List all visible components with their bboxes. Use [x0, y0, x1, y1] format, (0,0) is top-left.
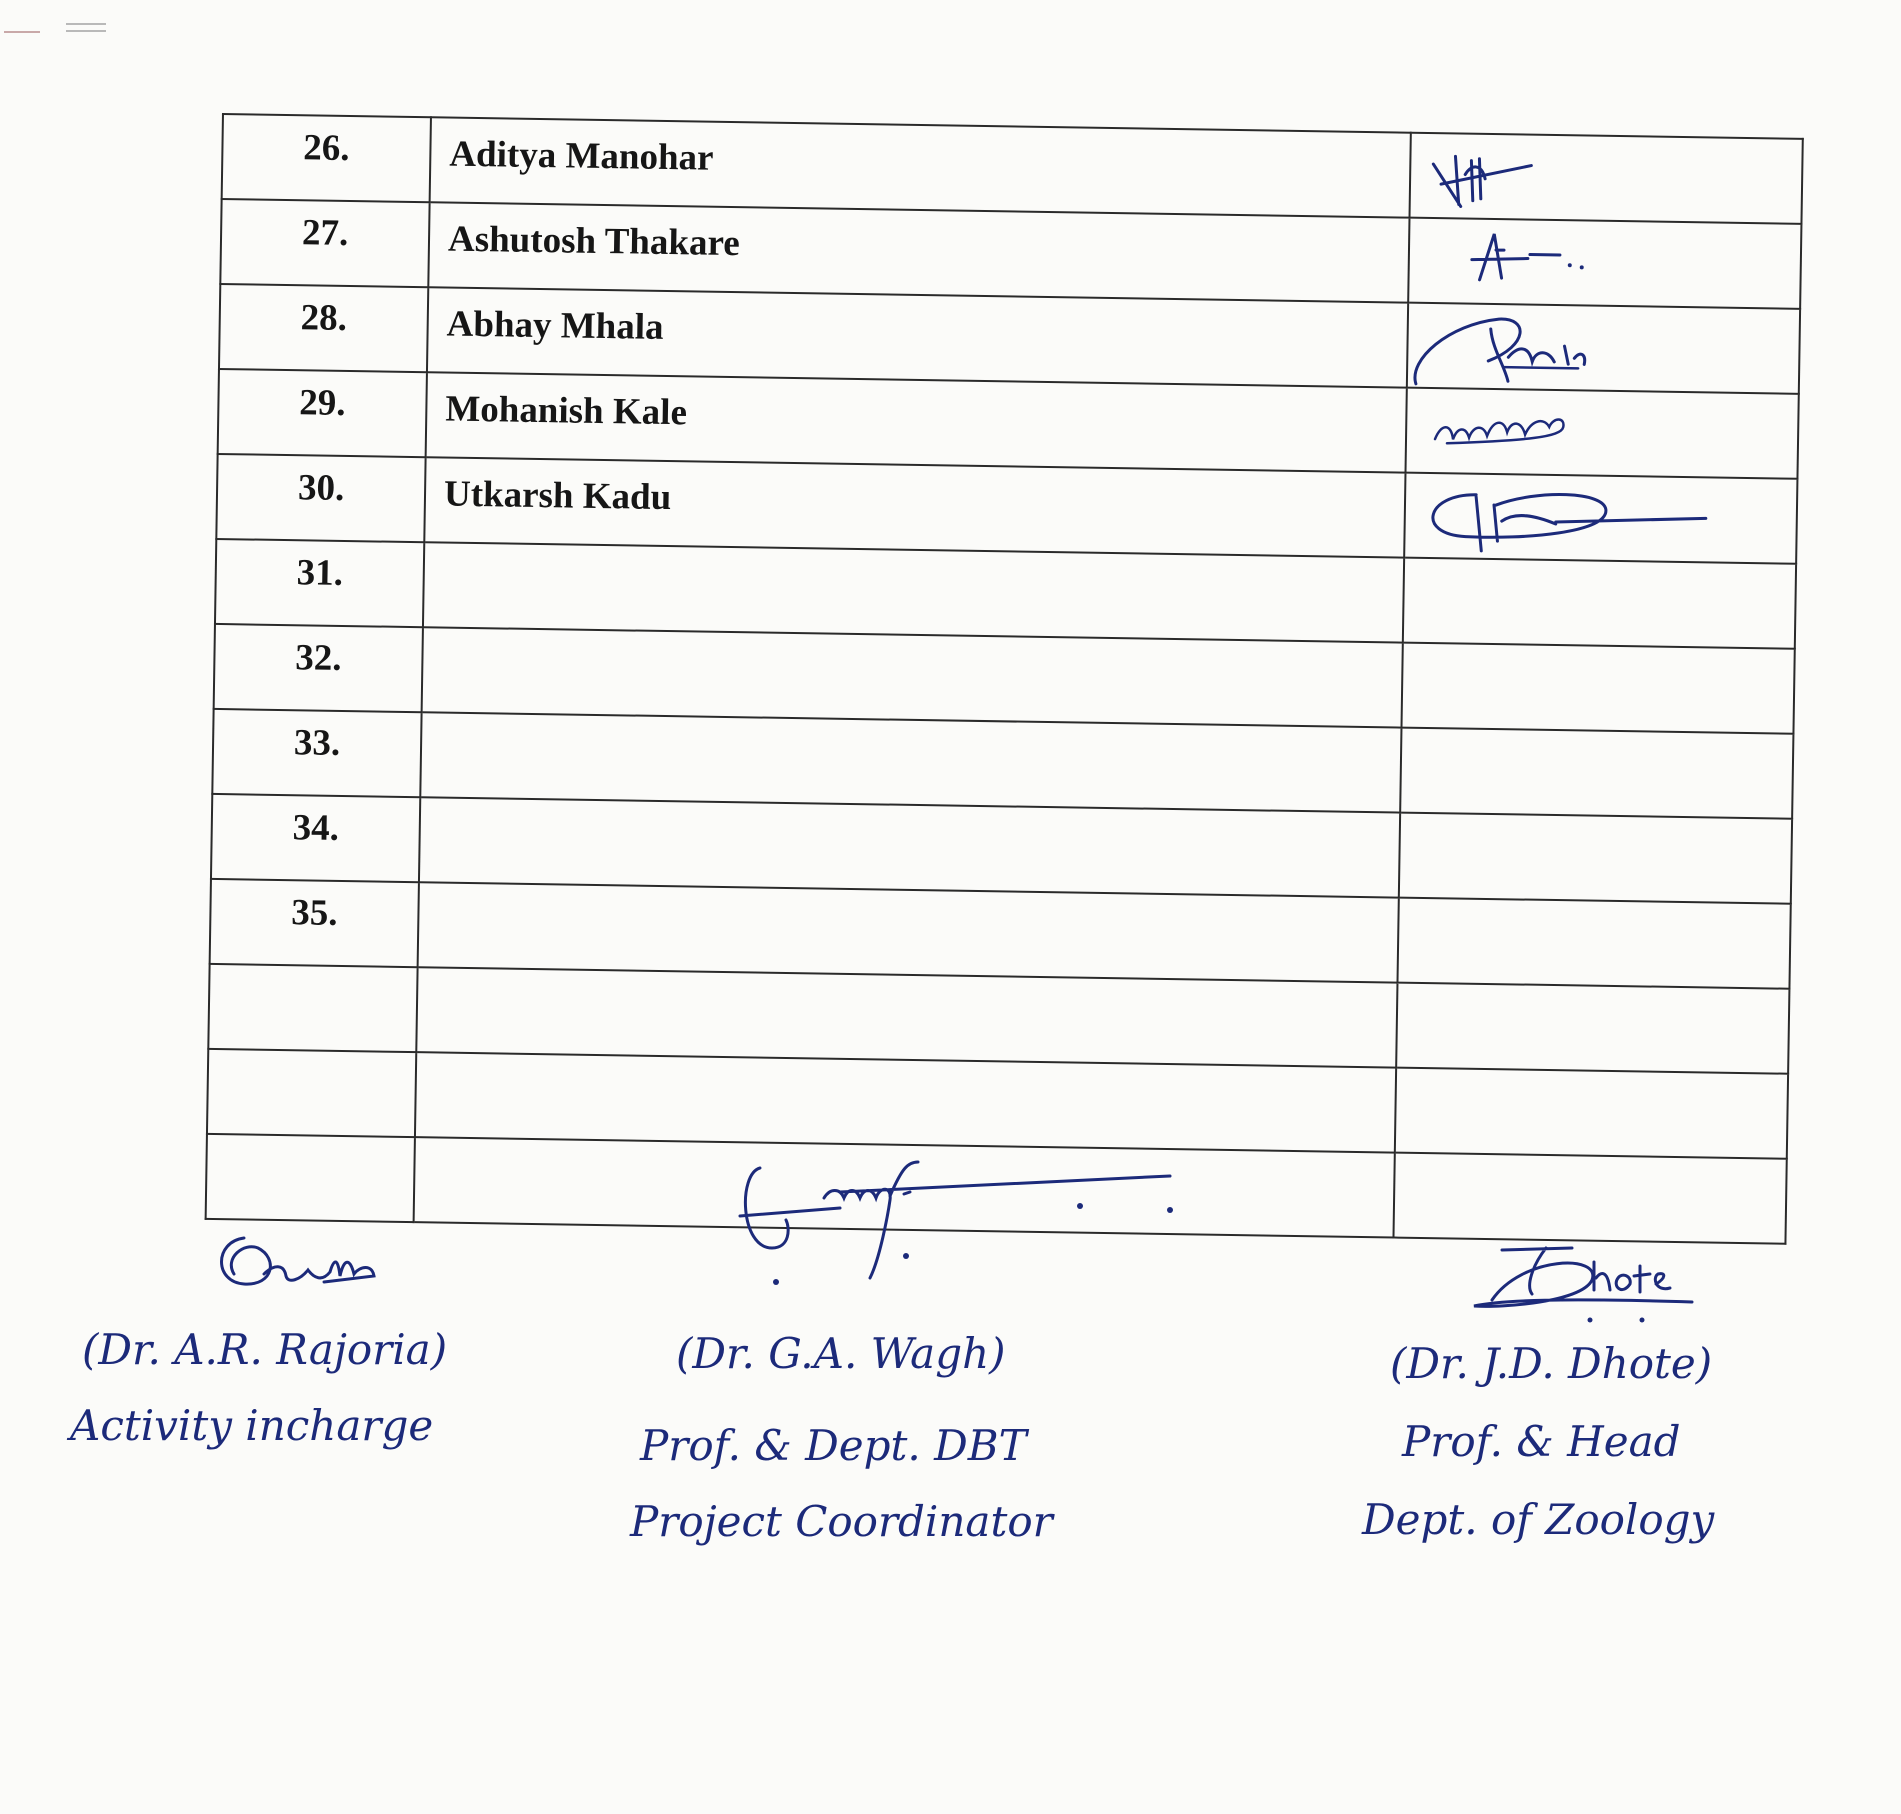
student-name-cell	[418, 882, 1399, 982]
serial-number-cell: 35.	[210, 879, 419, 967]
signature-cell	[1400, 728, 1793, 819]
signatory-name: (Dr. J.D. Dhote)	[1390, 1339, 1713, 1388]
signature-cell	[1396, 983, 1789, 1074]
serial-number-cell: 31.	[215, 539, 424, 627]
signatory-designation: Prof. & Head	[1402, 1417, 1681, 1466]
signature-wagh	[720, 1148, 1180, 1298]
student-name-cell	[415, 1052, 1396, 1152]
student-signature-5	[1405, 474, 1706, 569]
student-name-cell: Abhay Mhala	[427, 287, 1408, 387]
signature-cell	[1395, 1068, 1788, 1159]
serial-number-cell	[207, 1049, 416, 1137]
student-signature-3	[1408, 304, 1639, 398]
signature-cell	[1410, 133, 1803, 224]
student-name-cell	[416, 967, 1397, 1067]
serial-number-cell: 29.	[218, 369, 427, 457]
signature-cell	[1404, 473, 1797, 564]
serial-number-cell: 30.	[216, 454, 425, 542]
student-name-cell	[422, 627, 1403, 727]
signature-dhote	[1462, 1236, 1702, 1326]
serial-number-cell	[208, 964, 417, 1052]
signature-cell	[1405, 388, 1798, 479]
signature-cell	[1399, 813, 1792, 904]
student-name-cell: Ashutosh Thakare	[428, 202, 1409, 302]
signature-cell	[1408, 218, 1801, 309]
signature-cell	[1397, 898, 1790, 989]
signatory-name: (Dr. G.A. Wagh)	[676, 1329, 1006, 1378]
signature-cell	[1403, 558, 1796, 649]
serial-number-cell: 27.	[220, 199, 429, 287]
scan-corner-mark	[0, 18, 110, 42]
serial-number-cell: 34.	[211, 794, 420, 882]
serial-number-cell: 26.	[222, 114, 431, 202]
serial-number-cell	[206, 1134, 415, 1222]
signatory-designation: Dept. of Zoology	[1362, 1495, 1715, 1544]
signatory-designation: Project Coordinator	[630, 1497, 1053, 1546]
student-name-cell	[419, 797, 1400, 897]
signatory-name: (Dr. A.R. Rajoria)	[82, 1325, 448, 1374]
signatory-designation: Prof. & Dept. DBT	[640, 1421, 1027, 1470]
serial-number-cell: 32.	[214, 624, 423, 712]
student-signature-1	[1411, 134, 1612, 217]
student-name-cell	[420, 712, 1401, 812]
signature-cell	[1401, 643, 1794, 734]
student-name-cell	[423, 542, 1404, 642]
student-signature-2	[1409, 219, 1630, 302]
signature-cell	[1407, 303, 1800, 394]
serial-number-cell: 28.	[219, 284, 428, 372]
attendance-table	[205, 113, 1804, 1245]
student-name-cell: Aditya Manohar	[430, 117, 1411, 217]
student-signature-4	[1407, 389, 1638, 463]
serial-number-cell: 33.	[212, 709, 421, 797]
signature-cell	[1393, 1153, 1786, 1244]
student-name-cell: Utkarsh Kadu	[424, 457, 1405, 557]
student-name-cell: Mohanish Kale	[426, 372, 1407, 472]
signatory-designation: Activity incharge	[70, 1401, 434, 1450]
signature-rajoria	[204, 1228, 424, 1308]
